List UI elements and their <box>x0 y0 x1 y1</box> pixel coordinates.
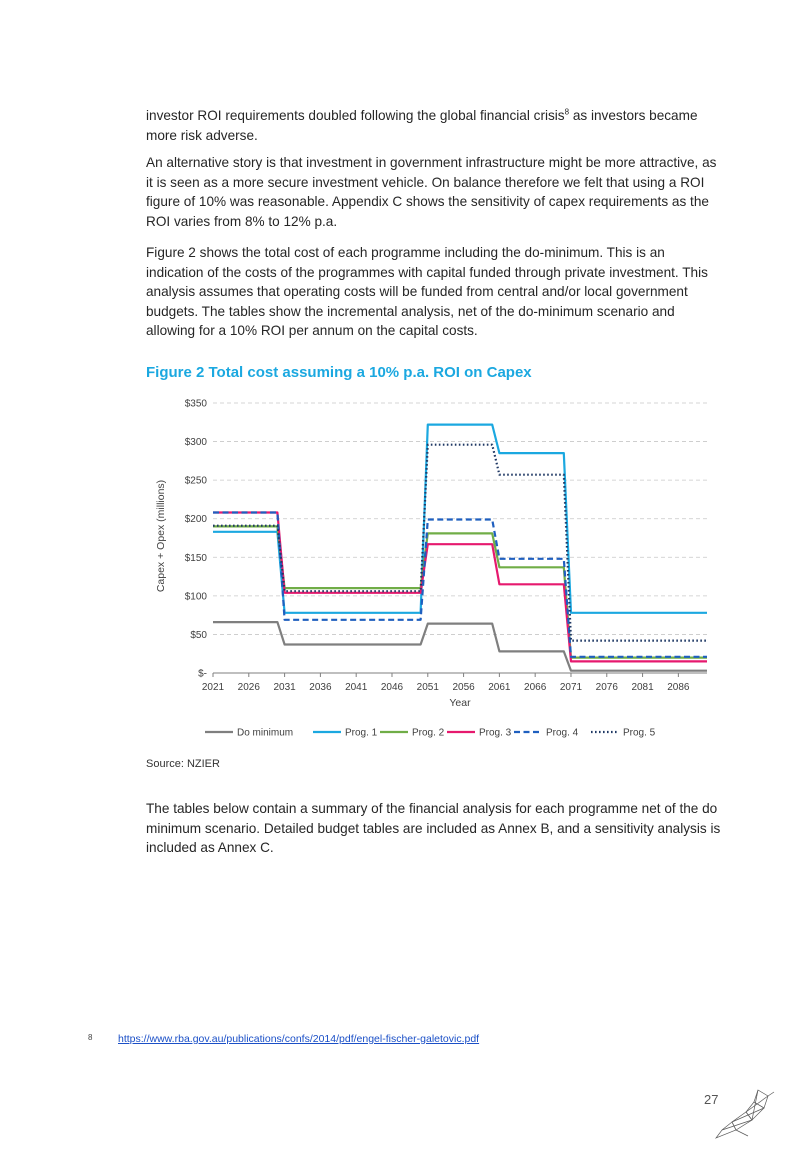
series-line <box>213 622 707 671</box>
paragraph-figure-intro: Figure 2 shows the total cost of each programme including the do-minimum. This is an indication of the costs of the programmes with capital funded through private investment. This analysis assumes that operating costs will be funded from central and/or local government budgets. The tables show the incremental analysis, net of the do-minimum scenario and allowing for a 10% ROI per annum on the capital costs. <box>146 245 708 338</box>
chart-series <box>213 425 707 671</box>
footnote-number: 8 <box>88 1033 93 1042</box>
y-tick-label: $350 <box>184 398 207 410</box>
x-tick-label: 2021 <box>201 682 225 693</box>
x-tick-label: 2041 <box>345 682 368 693</box>
total-cost-chart <box>150 390 730 750</box>
x-tick-label: 2051 <box>416 682 439 693</box>
x-tick-label: 2036 <box>309 682 332 693</box>
y-tick-label: $50 <box>190 629 207 641</box>
y-axis-ticks <box>185 399 208 680</box>
x-axis-ticks <box>202 673 690 693</box>
x-tick-label: 2081 <box>631 682 654 693</box>
x-tick-label: 2056 <box>452 682 475 693</box>
legend-label: Prog. 5 <box>623 727 656 739</box>
x-tick-label: 2066 <box>524 682 547 693</box>
paragraph-alternative-story: An alternative story is that investment in government infrastructure might be more attractive, as it is seen as a more secure investment vehicle. On balance therefore we felt that using a ROI figure of 10% was reasonable. Appendix C shows the sensitivity of capex requirements as the ROI varies from 8% to 12% p.a. <box>146 155 717 229</box>
legend-label: Prog. 2 <box>412 727 445 739</box>
y-tick-label: $300 <box>184 437 207 449</box>
x-tick-label: 2046 <box>380 682 404 693</box>
page-number: 27 <box>704 1092 719 1107</box>
y-tick-label: $- <box>198 668 207 680</box>
x-tick-label: 2061 <box>488 682 511 693</box>
y-tick-label: $250 <box>184 475 207 487</box>
x-tick-label: 2071 <box>559 682 583 693</box>
y-tick-label: $100 <box>184 591 207 603</box>
legend-label: Prog. 4 <box>546 727 579 739</box>
figure-source: Source: NZIER <box>146 758 220 770</box>
x-tick-label: 2076 <box>595 682 618 693</box>
paragraph-roi-requirements <box>146 106 726 145</box>
footnote-ref[interactable]: 8 <box>564 107 570 117</box>
nzier-logo-icon <box>708 1086 778 1142</box>
legend-label: Prog. 1 <box>345 727 378 739</box>
legend-label: Do minimum <box>237 727 294 739</box>
paragraph-text: investor ROI requirements doubled following the global financial crisis <box>146 108 565 123</box>
y-tick-label: $200 <box>184 514 207 526</box>
chart-legend <box>205 728 656 739</box>
series-line <box>213 513 707 662</box>
paragraph-text-tail: as investors became more risk adverse. <box>146 108 698 143</box>
x-axis-label: Year <box>449 697 471 709</box>
x-tick-label: 2026 <box>237 682 260 693</box>
paragraph-tables-summary: The tables below contain a summary of the financial analysis for each programme net of the do minimum scenario. Detailed budget tables are included as Annex B, and a sensitivity analysis is included as Annex C. <box>146 801 721 855</box>
y-tick-label: $150 <box>184 552 207 564</box>
series-line <box>213 445 707 641</box>
y-axis-label: Capex + Opex (millions) <box>155 479 167 593</box>
footnote-link[interactable]: https://www.rba.gov.au/publications/confs/2014/pdf/engel-fischer-galetovic.pdf <box>118 1033 480 1045</box>
legend-label: Prog. 3 <box>479 727 512 739</box>
x-tick-label: 2031 <box>273 682 296 693</box>
x-tick-label: 2086 <box>667 682 690 693</box>
figure-title: Figure 2 Total cost assuming a 10% p.a. ROI on Capex <box>146 364 532 381</box>
